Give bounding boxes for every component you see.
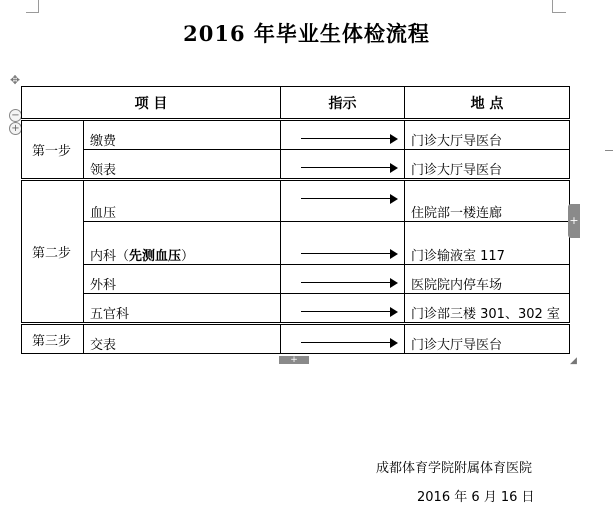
header-item: 项 目	[22, 87, 281, 120]
header-direction: 指示	[281, 87, 405, 120]
table-row	[22, 180, 570, 222]
item-cell: 五官科	[84, 294, 281, 324]
page-edge-mark	[605, 150, 613, 151]
location-cell: 医院院内停车场	[405, 265, 570, 294]
direction-cell	[281, 222, 405, 265]
location-cell: 住院部一楼连廊	[405, 180, 570, 222]
header-location: 地 点	[405, 87, 570, 120]
location-cell: 门诊部三楼 301、302 室	[405, 294, 570, 324]
item-text-suffix: ）	[181, 249, 195, 264]
collapse-row-icon[interactable]: −	[9, 109, 22, 122]
table-row	[22, 150, 570, 180]
step-label: 第一步	[22, 120, 84, 180]
direction-cell	[281, 265, 405, 294]
table-row	[22, 294, 570, 324]
item-text-bold: 先测血压	[129, 249, 182, 264]
add-column-grip-icon[interactable]: +	[568, 204, 580, 238]
right-arrow-icon	[287, 333, 404, 353]
table-resize-icon[interactable]: ◢	[570, 356, 577, 366]
location-cell: 门诊大厅导医台	[405, 150, 570, 180]
table-row	[22, 324, 570, 354]
item-text-prefix: 内科（	[90, 249, 130, 264]
table-row	[22, 120, 570, 150]
item-cell	[84, 222, 281, 265]
step-label: 第二步	[22, 180, 84, 324]
organization-name: 成都体育学院附属体育医院	[376, 461, 533, 476]
document-title: 2016 年毕业生体检流程	[183, 21, 430, 46]
table-row	[22, 265, 570, 294]
step-label: 第三步	[22, 324, 84, 354]
item-cell: 交表	[84, 324, 281, 354]
direction-cell	[281, 294, 405, 324]
document-date: 2016 年 6 月 16 日	[417, 490, 535, 505]
right-arrow-icon	[287, 273, 404, 293]
add-row-grip-icon[interactable]: +	[279, 356, 309, 364]
table-row	[22, 222, 570, 265]
right-arrow-icon	[287, 244, 404, 264]
item-cell: 外科	[84, 265, 281, 294]
table-move-handle-icon[interactable]: ✥	[9, 73, 21, 87]
crop-mark-top-right-h	[552, 12, 566, 13]
right-arrow-icon	[287, 189, 404, 209]
location-cell: 门诊大厅导医台	[405, 120, 570, 150]
location-cell: 门诊大厅导医台	[405, 324, 570, 354]
direction-cell	[281, 150, 405, 180]
right-arrow-icon	[287, 158, 404, 178]
direction-cell	[281, 180, 405, 222]
direction-cell	[281, 324, 405, 354]
item-cell: 血压	[84, 180, 281, 222]
checkup-flow-table	[21, 86, 570, 354]
item-cell: 领表	[84, 150, 281, 180]
insert-row-icon[interactable]: +	[9, 122, 22, 135]
right-arrow-icon	[287, 302, 404, 322]
right-arrow-icon	[287, 129, 404, 149]
table-header-row	[22, 87, 570, 120]
direction-cell	[281, 120, 405, 150]
location-cell: 门诊输液室 117	[405, 222, 570, 265]
item-cell: 缴费	[84, 120, 281, 150]
crop-mark-top-left-h	[26, 12, 39, 13]
